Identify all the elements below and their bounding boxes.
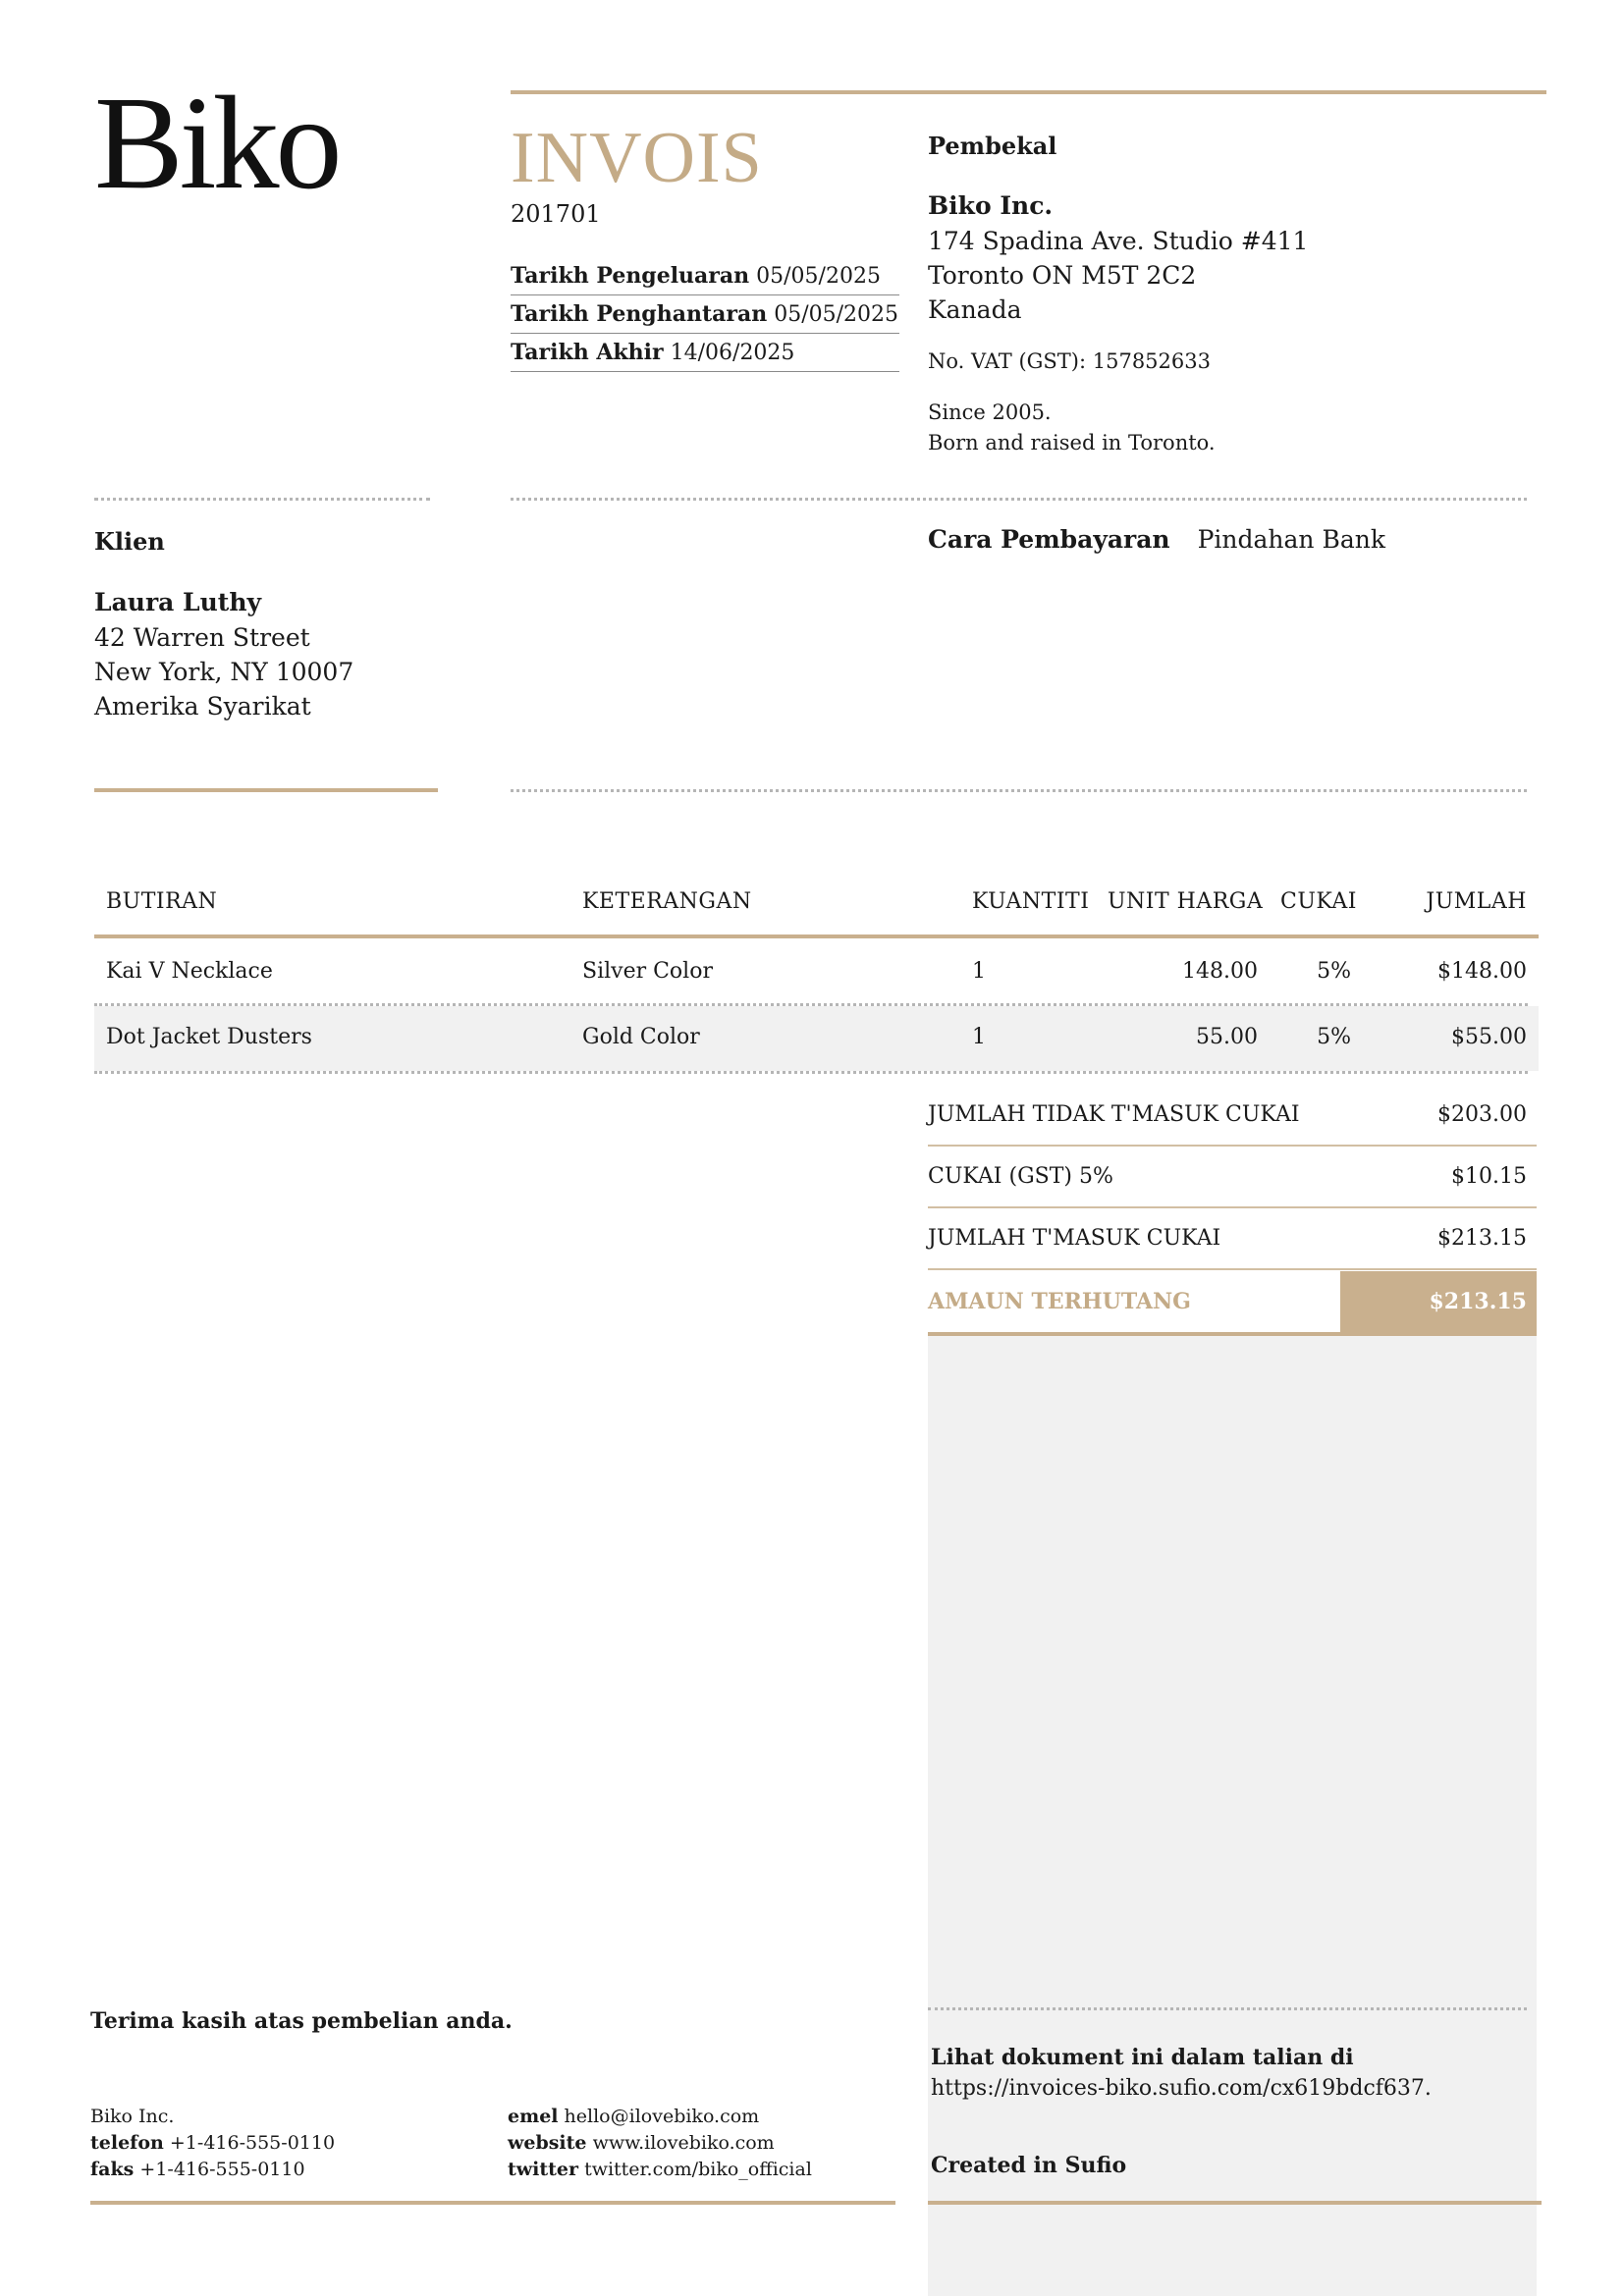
client-block [94, 585, 353, 723]
cell-tax: 5% [1317, 959, 1351, 984]
footer-phone [90, 2130, 335, 2157]
col-header-qty: KUANTITI [972, 889, 1090, 914]
due-date-row [511, 334, 899, 372]
cell-desc: Gold Color [582, 1025, 700, 1049]
tax-row [928, 1147, 1537, 1208]
supplier-vat: No. VAT (GST): 157852633 [928, 349, 1211, 373]
footer-rule [90, 2201, 895, 2205]
footer-website [508, 2130, 812, 2157]
row-divider [94, 1071, 1528, 1074]
twitter-value[interactable]: twitter.com/biko_official [584, 2159, 812, 2180]
client-address-line: 42 Warren Street [94, 623, 310, 652]
cell-qty: 1 [972, 1025, 986, 1049]
company-logo: Biko [94, 70, 339, 217]
issue-date-row [511, 257, 899, 295]
supplier-note-line: Since 2005. [928, 400, 1052, 424]
tax-value: $10.15 [1451, 1164, 1527, 1189]
delivery-date-value: 05/05/2025 [774, 302, 899, 327]
due-date-label: Tarikh Akhir [511, 340, 664, 365]
payment-value: Pindahan Bank [1197, 525, 1385, 554]
invoice-number: 201701 [511, 200, 601, 228]
payment-label: Cara Pembayaran [928, 525, 1170, 554]
supplier-address-line: 174 Spadina Ave. Studio #411 [928, 227, 1309, 255]
website-label: website [508, 2132, 587, 2154]
online-label: Lihat dokument ini dalam talian di [931, 2045, 1354, 2070]
subtotal-value: $203.00 [1437, 1102, 1527, 1127]
amount-due-value: $213.15 [1429, 1289, 1527, 1314]
cell-item: Kai V Necklace [106, 959, 273, 984]
footer-fax [90, 2157, 335, 2183]
cell-tax: 5% [1317, 1025, 1351, 1049]
footer-twitter [508, 2157, 812, 2183]
created-in: Created in Sufio [931, 2153, 1127, 2178]
client-name: Laura Luthy [94, 588, 262, 616]
header-rule [511, 90, 1546, 94]
issue-date-label: Tarikh Pengeluaran [511, 263, 750, 289]
panel-rule [928, 2201, 1542, 2205]
amount-due-box [1340, 1271, 1537, 1332]
supplier-name: Biko Inc. [928, 191, 1054, 220]
cell-item: Dot Jacket Dusters [106, 1025, 312, 1049]
tax-label: CUKAI (GST) 5% [928, 1164, 1113, 1189]
footer-company: Biko Inc. [90, 2106, 175, 2127]
col-header-total: JUMLAH [1426, 889, 1527, 914]
client-address-line: Amerika Syarikat [94, 692, 311, 721]
cell-desc: Silver Color [582, 959, 713, 984]
email-label: emel [508, 2106, 559, 2127]
divider [511, 498, 1527, 501]
client-address-line: New York, NY 10007 [94, 658, 354, 686]
twitter-label: twitter [508, 2159, 579, 2180]
footer-company-block [90, 2104, 335, 2183]
client-heading: Klien [94, 527, 165, 556]
col-header-item: BUTIRAN [106, 889, 218, 914]
divider [94, 498, 430, 501]
total-row [928, 1208, 1537, 1270]
due-date-value: 14/06/2025 [670, 341, 795, 365]
fax-value: +1-416-555-0110 [139, 2159, 305, 2180]
table-row [94, 938, 1539, 1005]
supplier-block [928, 188, 1308, 327]
email-value[interactable]: hello@ilovebiko.com [564, 2106, 760, 2127]
fax-label: faks [90, 2159, 135, 2180]
supplier-heading: Pembekal [928, 132, 1057, 160]
amount-due-label: AMAUN TERHUTANG [928, 1289, 1191, 1314]
supplier-note [928, 398, 1216, 458]
client-rule [94, 788, 438, 792]
phone-label: telefon [90, 2132, 164, 2154]
subtotal-row [928, 1085, 1537, 1147]
issue-date-value: 05/05/2025 [756, 264, 881, 289]
col-header-price: UNIT HARGA [1108, 889, 1264, 914]
table-row [94, 1006, 1539, 1071]
amount-due-row [928, 1271, 1537, 1332]
subtotal-label: JUMLAH TIDAK T'MASUK CUKAI [928, 1102, 1300, 1127]
divider [511, 789, 1527, 792]
col-header-desc: KETERANGAN [582, 889, 752, 914]
invoice-dates [511, 257, 899, 372]
total-value: $213.15 [1437, 1226, 1527, 1251]
total-label: JUMLAH T'MASUK CUKAI [928, 1226, 1221, 1251]
online-url[interactable]: https://invoices-biko.sufio.com/cx619bdcf637. [931, 2076, 1432, 2101]
payment-method [928, 525, 1385, 554]
cell-price: 148.00 [1182, 959, 1258, 984]
delivery-date-row [511, 295, 899, 334]
supplier-address-line: Kanada [928, 295, 1022, 324]
cell-qty: 1 [972, 959, 986, 984]
supplier-note-line: Born and raised in Toronto. [928, 431, 1216, 454]
divider [928, 2007, 1527, 2010]
supplier-address-line: Toronto ON M5T 2C2 [928, 261, 1197, 290]
footer-online-block [508, 2104, 812, 2183]
thank-you-note: Terima kasih atas pembelian anda. [90, 2008, 513, 2034]
invoice-title: INVOIS [511, 118, 763, 198]
cell-total: $55.00 [1451, 1025, 1527, 1049]
footer-email [508, 2104, 812, 2130]
col-header-tax: CUKAI [1280, 889, 1357, 914]
delivery-date-label: Tarikh Penghantaran [511, 301, 768, 327]
online-link-block [931, 2042, 1520, 2105]
website-value[interactable]: www.ilovebiko.com [592, 2132, 775, 2154]
cell-total: $148.00 [1437, 959, 1527, 984]
phone-value: +1-416-555-0110 [169, 2132, 336, 2154]
cell-price: 55.00 [1196, 1025, 1258, 1049]
